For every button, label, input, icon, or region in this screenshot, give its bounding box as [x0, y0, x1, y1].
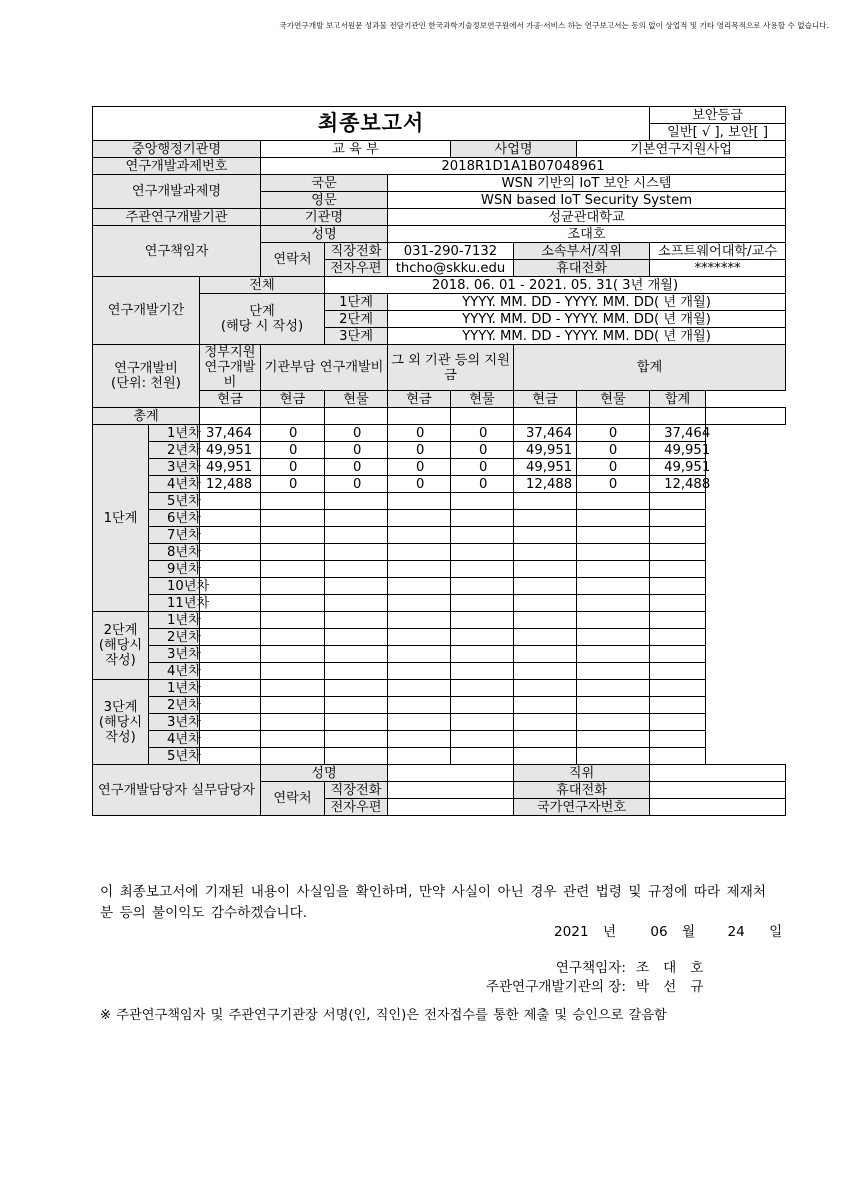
budget-cell[interactable]	[200, 561, 261, 578]
budget-cell[interactable]	[451, 748, 514, 765]
budget-cell[interactable]	[577, 561, 650, 578]
dept-value[interactable]: 소프트웨어대학/교수	[650, 243, 786, 260]
budget-cell[interactable]	[514, 612, 577, 629]
budget-cell[interactable]	[514, 561, 577, 578]
budget-cell[interactable]	[261, 731, 325, 748]
budget-cell[interactable]	[451, 629, 514, 646]
year-label: 9년차	[149, 561, 200, 578]
budget-cell[interactable]	[650, 697, 706, 714]
grand-total-cell[interactable]	[451, 408, 514, 425]
program-value[interactable]: 기본연구지원사업	[577, 141, 786, 158]
budget-cell[interactable]	[261, 714, 325, 731]
budget-cell[interactable]	[200, 748, 261, 765]
year-label: 1년차	[149, 680, 200, 697]
sum-inkind-header: 현물	[577, 391, 650, 408]
pi-signature-label: 연구책임자:	[555, 960, 626, 976]
budget-cell[interactable]	[388, 595, 451, 612]
budget-stage3-label: 3단계 (해당시 작성)	[93, 680, 149, 765]
stage3-period[interactable]: YYYY. MM. DD - YYYY. MM. DD( 년 개월)	[388, 328, 786, 345]
budget-cell[interactable]	[650, 612, 706, 629]
budget-cell[interactable]	[200, 493, 261, 510]
budget-cell[interactable]	[261, 680, 325, 697]
budget-cell[interactable]: 0	[388, 425, 451, 442]
budget-cell[interactable]	[650, 731, 706, 748]
task-number-value[interactable]: 2018R1D1A1B07048961	[261, 158, 786, 175]
budget-cell[interactable]	[388, 527, 451, 544]
budget-cell[interactable]	[650, 578, 706, 595]
budget-cell[interactable]	[451, 595, 514, 612]
budget-title: 연구개발비	[114, 361, 178, 376]
grand-total-cell[interactable]	[706, 408, 786, 425]
mobile-value[interactable]: *******	[650, 260, 786, 277]
staff-email-value[interactable]	[388, 799, 514, 816]
budget-cell[interactable]: 37,464	[650, 425, 706, 442]
date-day-unit: 일	[769, 924, 783, 940]
budget-cell[interactable]	[650, 544, 706, 561]
budget-cell[interactable]	[577, 595, 650, 612]
budget-cell[interactable]	[514, 510, 577, 527]
gov-cash-header: 현금	[200, 391, 261, 408]
budget-cell[interactable]	[325, 697, 388, 714]
pi-name-value[interactable]: 조대호	[388, 226, 786, 243]
budget-cell[interactable]	[325, 646, 388, 663]
budget-cell[interactable]	[261, 697, 325, 714]
budget-cell[interactable]	[451, 527, 514, 544]
grand-total-cell[interactable]	[650, 408, 706, 425]
budget-cell[interactable]	[200, 697, 261, 714]
budget-cell[interactable]	[577, 544, 650, 561]
stage2-label: 2단계	[325, 311, 388, 328]
budget-cell[interactable]	[514, 527, 577, 544]
budget-cell[interactable]	[325, 731, 388, 748]
budget-cell[interactable]	[451, 612, 514, 629]
budget-cell[interactable]	[388, 629, 451, 646]
grand-total-cell[interactable]	[200, 408, 261, 425]
budget-cell[interactable]	[325, 714, 388, 731]
budget-cell[interactable]	[200, 646, 261, 663]
budget-cell[interactable]: 0	[261, 425, 325, 442]
budget-cell[interactable]: 0	[451, 425, 514, 442]
period-total-value[interactable]: 2018. 06. 01 - 2021. 05. 31( 3년 개월)	[325, 277, 786, 294]
budget-cell[interactable]	[261, 527, 325, 544]
budget-cell[interactable]	[325, 493, 388, 510]
signature-footnote: ※ 주관연구책임자 및 주관연구기관장 서명(인, 직인)은 전자접수를 통한 제출 및 승인으로 갈음함	[100, 1008, 667, 1023]
budget-cell[interactable]	[325, 663, 388, 680]
budget-cell[interactable]	[200, 510, 261, 527]
budget-cell[interactable]	[200, 680, 261, 697]
budget-cell[interactable]	[514, 493, 577, 510]
budget-cell[interactable]	[261, 561, 325, 578]
staff-work-phone-value[interactable]	[388, 782, 514, 799]
pi-signature-name: 조대호	[636, 960, 718, 976]
stage1-period[interactable]: YYYY. MM. DD - YYYY. MM. DD( 년 개월)	[388, 294, 786, 311]
budget-cell[interactable]	[650, 510, 706, 527]
budget-cell[interactable]	[577, 680, 650, 697]
budget-cell[interactable]: 0	[261, 476, 325, 493]
budget-cell[interactable]	[451, 680, 514, 697]
budget-cell[interactable]	[577, 697, 650, 714]
budget-cell[interactable]	[577, 714, 650, 731]
task-number-label: 연구개발과제번호	[93, 158, 261, 175]
budget-cell[interactable]	[514, 697, 577, 714]
sum-cash-header: 현금	[514, 391, 577, 408]
budget-cell[interactable]	[261, 595, 325, 612]
pi-label: 연구책임자	[93, 226, 261, 277]
budget-cell[interactable]	[577, 748, 650, 765]
budget-cell[interactable]	[451, 544, 514, 561]
budget-cell[interactable]	[388, 680, 451, 697]
org-name-value[interactable]: 성균관대학교	[388, 209, 786, 226]
budget-unit: (단위: 천원)	[111, 376, 181, 391]
budget-cell[interactable]	[325, 527, 388, 544]
budget-stage1-label: 1단계	[93, 425, 149, 612]
email-value[interactable]: thcho@skku.edu	[388, 260, 514, 277]
budget-cell[interactable]: 0	[451, 459, 514, 476]
budget-cell[interactable]	[514, 663, 577, 680]
org-funding-header: 기관부담 연구개발비	[261, 345, 388, 391]
budget-cell[interactable]	[261, 646, 325, 663]
budget-cell[interactable]	[325, 629, 388, 646]
researcher-number-value[interactable]	[650, 799, 786, 816]
budget-cell[interactable]	[388, 731, 451, 748]
date-year: 2021	[554, 924, 589, 940]
grand-total-cell[interactable]	[514, 408, 577, 425]
staff-name-value[interactable]	[388, 765, 514, 782]
pi-name-label: 성명	[261, 226, 388, 243]
budget-cell[interactable]	[388, 748, 451, 765]
staff-label: 연구개발담당자 실무담당자	[93, 765, 261, 816]
pi-signature-line	[456, 956, 717, 976]
budget-cell[interactable]	[451, 561, 514, 578]
stage3-label: 3단계	[325, 328, 388, 345]
budget-cell[interactable]: 12,488	[514, 476, 577, 493]
task-name-label: 연구개발과제명	[93, 175, 261, 209]
staff-mobile-value[interactable]	[650, 782, 786, 799]
year-label: 10년차	[149, 578, 200, 595]
period-stage-label	[200, 294, 325, 345]
budget-cell[interactable]	[325, 561, 388, 578]
budget-cell[interactable]: 49,951	[200, 442, 261, 459]
english-title-label: 영문	[261, 192, 388, 209]
org-inkind-header: 현물	[325, 391, 388, 408]
security-level-value[interactable]: 일반[ √ ], 보안[ ]	[650, 124, 786, 141]
budget-cell[interactable]	[577, 510, 650, 527]
budget-cell[interactable]	[451, 663, 514, 680]
budget-cell[interactable]	[325, 544, 388, 561]
other-cash-header: 현금	[388, 391, 451, 408]
year-label: 6년차	[149, 510, 200, 527]
budget-cell[interactable]	[577, 663, 650, 680]
budget-cell[interactable]	[577, 493, 650, 510]
grand-total-label: 총계	[93, 408, 200, 425]
budget-cell[interactable]	[514, 595, 577, 612]
program-label: 사업명	[451, 141, 577, 158]
year-label: 1년차	[149, 425, 200, 442]
budget-cell[interactable]	[325, 680, 388, 697]
budget-cell[interactable]	[577, 578, 650, 595]
budget-cell[interactable]	[325, 595, 388, 612]
stage2-period[interactable]: YYYY. MM. DD - YYYY. MM. DD( 년 개월)	[388, 311, 786, 328]
budget-cell[interactable]	[650, 561, 706, 578]
mobile-label: 휴대전화	[514, 260, 650, 277]
budget-cell[interactable]: 49,951	[514, 442, 577, 459]
report-date	[554, 920, 782, 940]
budget-cell[interactable]	[261, 663, 325, 680]
budget-cell[interactable]: 0	[261, 459, 325, 476]
budget-cell[interactable]: 37,464	[514, 425, 577, 442]
budget-stage2-label: 2단계 (해당시 작성)	[93, 612, 149, 680]
email-label: 전자우편	[325, 260, 388, 277]
budget-cell[interactable]	[650, 527, 706, 544]
staff-position-value[interactable]	[650, 765, 786, 782]
budget-cell[interactable]	[650, 680, 706, 697]
gov-funding-header: 정부지원 연구개발비	[200, 345, 261, 391]
budget-cell[interactable]	[261, 629, 325, 646]
stage-note: (해당 시 작성)	[220, 319, 304, 334]
budget-cell[interactable]: 37,464	[200, 425, 261, 442]
budget-cell[interactable]	[261, 493, 325, 510]
period-label: 연구개발기간	[93, 277, 200, 345]
year-label: 4년차	[149, 663, 200, 680]
budget-cell[interactable]: 0	[451, 476, 514, 493]
budget-cell[interactable]	[514, 748, 577, 765]
date-year-unit: 년	[602, 924, 617, 940]
budget-cell[interactable]: 0	[325, 476, 388, 493]
budget-cell[interactable]	[650, 748, 706, 765]
budget-label	[93, 345, 200, 408]
other-funding-header: 그 외 기관 등의 지원금	[388, 345, 514, 391]
year-label: 8년차	[149, 544, 200, 561]
budget-cell[interactable]	[514, 714, 577, 731]
budget-cell[interactable]: 0	[325, 442, 388, 459]
head-signature-label: 주관연구개발기관의 장:	[485, 979, 626, 995]
staff-work-phone-label: 직장전화	[325, 782, 388, 799]
year-label: 3년차	[149, 646, 200, 663]
work-phone-label: 직장전화	[325, 243, 388, 260]
budget-cell[interactable]: 12,488	[650, 476, 706, 493]
year-label: 4년차	[149, 476, 200, 493]
budget-cell[interactable]	[388, 493, 451, 510]
budget-cell[interactable]: 49,951	[650, 459, 706, 476]
budget-cell[interactable]	[388, 714, 451, 731]
budget-cell[interactable]	[451, 646, 514, 663]
staff-mobile-label: 휴대전화	[514, 782, 650, 799]
budget-cell[interactable]	[388, 561, 451, 578]
dept-label: 소속부서/직위	[514, 243, 650, 260]
ministry-label: 중앙행정기관명	[93, 141, 261, 158]
grand-total-cell[interactable]	[325, 408, 388, 425]
budget-cell[interactable]	[577, 646, 650, 663]
budget-cell[interactable]	[451, 493, 514, 510]
budget-cell[interactable]	[514, 544, 577, 561]
budget-cell[interactable]: 0	[577, 459, 650, 476]
budget-cell[interactable]: 0	[577, 425, 650, 442]
year-label: 5년차	[149, 748, 200, 765]
budget-cell[interactable]	[261, 748, 325, 765]
budget-cell[interactable]	[514, 731, 577, 748]
year-label: 3년차	[149, 459, 200, 476]
budget-cell[interactable]	[514, 646, 577, 663]
budget-cell[interactable]	[514, 629, 577, 646]
copyright-notice: 국가연구개발 보고서원문 성과물 전담기관인 한국과학기술정보연구원에서 가공·서비스 하는 연구보고서는 동의 없이 상업적 및 기타 영리목적으로 사용할 수 없습니다.	[279, 21, 829, 30]
budget-cell[interactable]	[200, 731, 261, 748]
year-label: 1년차	[149, 612, 200, 629]
year-label: 7년차	[149, 527, 200, 544]
year-label: 2년차	[149, 442, 200, 459]
budget-cell[interactable]	[451, 697, 514, 714]
budget-cell[interactable]	[650, 493, 706, 510]
staff-name-label: 성명	[261, 765, 388, 782]
year-label: 5년차	[149, 493, 200, 510]
budget-cell[interactable]: 12,488	[200, 476, 261, 493]
pi-contact-label: 연락처	[261, 243, 325, 277]
budget-cell[interactable]: 0	[388, 442, 451, 459]
budget-cell[interactable]	[388, 663, 451, 680]
budget-cell[interactable]	[325, 748, 388, 765]
ministry-value[interactable]: 교 육 부	[261, 141, 451, 158]
budget-cell[interactable]	[577, 731, 650, 748]
year-label: 3년차	[149, 714, 200, 731]
grand-total-cell[interactable]	[577, 408, 650, 425]
budget-cell[interactable]	[577, 527, 650, 544]
lead-org-label: 주관연구개발기관	[93, 209, 261, 226]
budget-cell[interactable]: 0	[451, 442, 514, 459]
budget-cell[interactable]	[325, 612, 388, 629]
budget-cell[interactable]: 0	[325, 425, 388, 442]
org-cash-header: 현금	[261, 391, 325, 408]
budget-cell[interactable]	[451, 510, 514, 527]
year-label: 2년차	[149, 629, 200, 646]
grand-total-cell[interactable]	[388, 408, 451, 425]
budget-cell[interactable]	[261, 612, 325, 629]
other-inkind-header: 현물	[451, 391, 514, 408]
stage-word: 단계	[249, 304, 275, 319]
head-signature-name: 박선규	[636, 979, 718, 995]
budget-cell[interactable]: 0	[577, 442, 650, 459]
period-total-label: 전체	[200, 277, 325, 294]
budget-cell[interactable]: 49,951	[200, 459, 261, 476]
budget-cell[interactable]	[577, 612, 650, 629]
budget-cell[interactable]	[388, 510, 451, 527]
budget-cell[interactable]	[451, 578, 514, 595]
budget-cell[interactable]	[261, 544, 325, 561]
sum-header: 합계	[514, 345, 786, 391]
budget-cell[interactable]	[200, 714, 261, 731]
budget-cell[interactable]	[650, 595, 706, 612]
researcher-number-label: 국가연구자번호	[514, 799, 650, 816]
budget-cell[interactable]: 0	[388, 459, 451, 476]
staff-position-label: 직위	[514, 765, 650, 782]
year-label: 2년차	[149, 697, 200, 714]
staff-contact-label: 연락처	[261, 782, 325, 816]
budget-cell[interactable]	[388, 697, 451, 714]
grand-total-cell[interactable]	[261, 408, 325, 425]
confirmation-statement: 이 최종보고서에 기재된 내용이 사실임을 확인하며, 만약 사실이 아닌 경우 관련 법령 및 규정에 따라 제재처분 등의 불이익도 감수하겠습니다.	[100, 884, 766, 921]
year-label: 11년차	[149, 595, 200, 612]
budget-cell[interactable]	[388, 544, 451, 561]
staff-email-label: 전자우편	[325, 799, 388, 816]
budget-cell[interactable]	[650, 714, 706, 731]
budget-cell[interactable]	[261, 578, 325, 595]
date-month: 06	[650, 924, 668, 940]
english-title-value[interactable]: WSN based IoT Security System	[388, 192, 786, 209]
budget-cell[interactable]	[577, 629, 650, 646]
budget-cell[interactable]	[451, 714, 514, 731]
budget-cell[interactable]	[200, 629, 261, 646]
work-phone-value[interactable]: 031-290-7132	[388, 243, 514, 260]
budget-cell[interactable]	[200, 612, 261, 629]
budget-cell[interactable]	[200, 663, 261, 680]
budget-cell[interactable]	[650, 646, 706, 663]
budget-cell[interactable]: 0	[388, 476, 451, 493]
budget-cell[interactable]: 49,951	[514, 459, 577, 476]
budget-cell[interactable]	[388, 578, 451, 595]
security-level-label: 보안등급	[650, 107, 786, 124]
sum-total-header: 합계	[650, 391, 706, 408]
budget-cell[interactable]	[451, 731, 514, 748]
budget-cell[interactable]: 49,951	[650, 442, 706, 459]
date-day: 24	[727, 924, 745, 940]
korean-title-label: 국문	[261, 175, 388, 192]
year-label: 4년차	[149, 731, 200, 748]
report-title: 최종보고서	[93, 107, 650, 141]
budget-cell[interactable]	[388, 646, 451, 663]
budget-cell[interactable]: 0	[325, 459, 388, 476]
budget-cell[interactable]	[261, 510, 325, 527]
budget-cell[interactable]	[200, 527, 261, 544]
final-report-form	[92, 106, 786, 816]
budget-cell[interactable]	[325, 578, 388, 595]
stage1-label: 1단계	[325, 294, 388, 311]
korean-title-value[interactable]: WSN 기반의 IoT 보안 시스템	[388, 175, 786, 192]
budget-cell[interactable]: 0	[261, 442, 325, 459]
budget-cell[interactable]	[200, 544, 261, 561]
date-month-unit: 월	[682, 924, 696, 940]
budget-cell[interactable]	[388, 612, 451, 629]
budget-cell[interactable]: 0	[577, 476, 650, 493]
budget-cell[interactable]	[514, 680, 577, 697]
budget-cell[interactable]	[650, 663, 706, 680]
budget-cell[interactable]	[650, 629, 706, 646]
org-name-label: 기관명	[261, 209, 388, 226]
budget-cell[interactable]	[514, 578, 577, 595]
head-signature-line	[456, 975, 717, 995]
budget-cell[interactable]	[325, 510, 388, 527]
